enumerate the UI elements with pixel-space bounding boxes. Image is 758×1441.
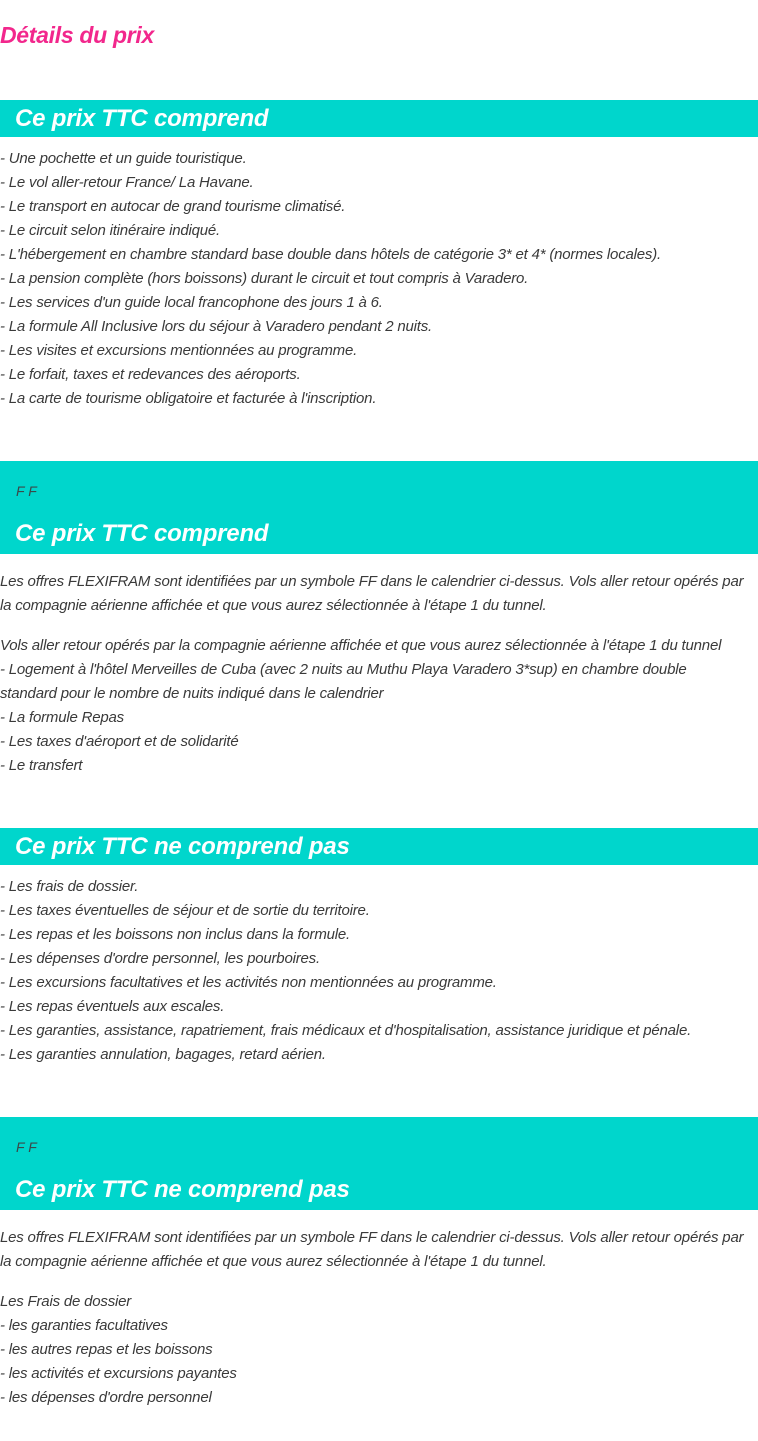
list-item: - Une pochette et un guide touristique. — [0, 150, 247, 167]
list-item: - Le forfait, taxes et redevances des aéroports. — [0, 366, 301, 383]
list-item: - La pension complète (hors boissons) durant le circuit et tout compris à Varadero. — [0, 270, 529, 287]
excluded-ff-list — [0, 1290, 750, 1410]
ff-badge: F F — [16, 1139, 37, 1155]
excluded-ff-intro: Les offres FLEXIFRAM sont identifiées par un symbole FF dans le calendrier ci-dessus. Vols aller retour opérés par la compagnie aérienne affichée et que vous aurez sélectionnée à l'étape 1 du tunnel. — [0, 1229, 744, 1270]
section-heading: Ce prix TTC comprend — [15, 520, 269, 547]
list-item: - les garanties facultatives — [0, 1317, 168, 1334]
list-item: - les autres repas et les boissons — [0, 1341, 213, 1358]
list-item: - Les visites et excursions mentionnées au programme. — [0, 342, 358, 359]
included-ff-intro: Les offres FLEXIFRAM sont identifiées par un symbole FF dans le calendrier ci-dessus. Vols aller retour opérés par la compagnie aérienne affichée et que vous aurez sélectionnée à l'étape 1 du tunnel. — [0, 573, 744, 614]
page-title: Détails du prix — [0, 22, 154, 48]
list-item: - Les taxes éventuelles de séjour et de sortie du territoire. — [0, 902, 370, 919]
list-item: - Le vol aller-retour France/ La Havane. — [0, 174, 254, 191]
ff-badge: F F — [16, 483, 37, 499]
list-item: - Le transport en autocar de grand tourisme climatisé. — [0, 198, 346, 215]
list-item: Les Frais de dossier — [0, 1293, 132, 1310]
list-item: - Le circuit selon itinéraire indiqué. — [0, 222, 221, 239]
list-item: - Les garanties, assistance, rapatriement, frais médicaux et d'hospitalisation, assistance juridique et pénale. — [0, 1022, 692, 1039]
section-header-excluded-ff — [0, 1117, 758, 1210]
section-header-included-ff — [0, 461, 758, 554]
list-item: - L'hébergement en chambre standard base double dans hôtels de catégorie 3* et 4* (normes locales). — [0, 246, 661, 263]
list-item: - Les dépenses d'ordre personnel, les pourboires. — [0, 950, 320, 967]
section-heading: Ce prix TTC ne comprend pas — [15, 1176, 350, 1203]
list-item: - Les services d'un guide local francophone des jours 1 à 6. — [0, 294, 383, 311]
section-header-included — [0, 100, 758, 137]
list-item: - Le transfert — [0, 757, 83, 774]
list-item: Vols aller retour opérés par la compagnie aérienne affichée et que vous aurez sélectionnée à l'étape 1 du tunnel — [0, 637, 722, 654]
list-item: - Les garanties annulation, bagages, retard aérien. — [0, 1046, 326, 1063]
included-list — [0, 147, 750, 411]
section-heading: Ce prix TTC ne comprend pas — [15, 833, 350, 860]
list-item: - Les repas et les boissons non inclus dans la formule. — [0, 926, 351, 943]
list-item: - les activités et excursions payantes — [0, 1365, 237, 1382]
list-item: - La formule All Inclusive lors du séjour à Varadero pendant 2 nuits. — [0, 318, 432, 335]
list-item: - Les excursions facultatives et les activités non mentionnées au programme. — [0, 974, 497, 991]
list-item: - Les repas éventuels aux escales. — [0, 998, 225, 1015]
excluded-list — [0, 875, 750, 1067]
included-ff-list — [0, 634, 750, 778]
section-heading: Ce prix TTC comprend — [15, 105, 269, 132]
list-item: - Les taxes d'aéroport et de solidarité — [0, 733, 239, 750]
list-item: - les dépenses d'ordre personnel — [0, 1389, 212, 1406]
section-header-excluded — [0, 828, 758, 865]
list-item: - La formule Repas — [0, 709, 124, 726]
list-item: - La carte de tourisme obligatoire et facturée à l'inscription. — [0, 390, 377, 407]
list-item: - Logement à l'hôtel Merveilles de Cuba (avec 2 nuits au Muthu Playa Varadero 3*sup) en chambre double standard pour le nombre de nuits indiqué dans le calendrier — [0, 661, 687, 702]
list-item: - Les frais de dossier. — [0, 878, 139, 895]
